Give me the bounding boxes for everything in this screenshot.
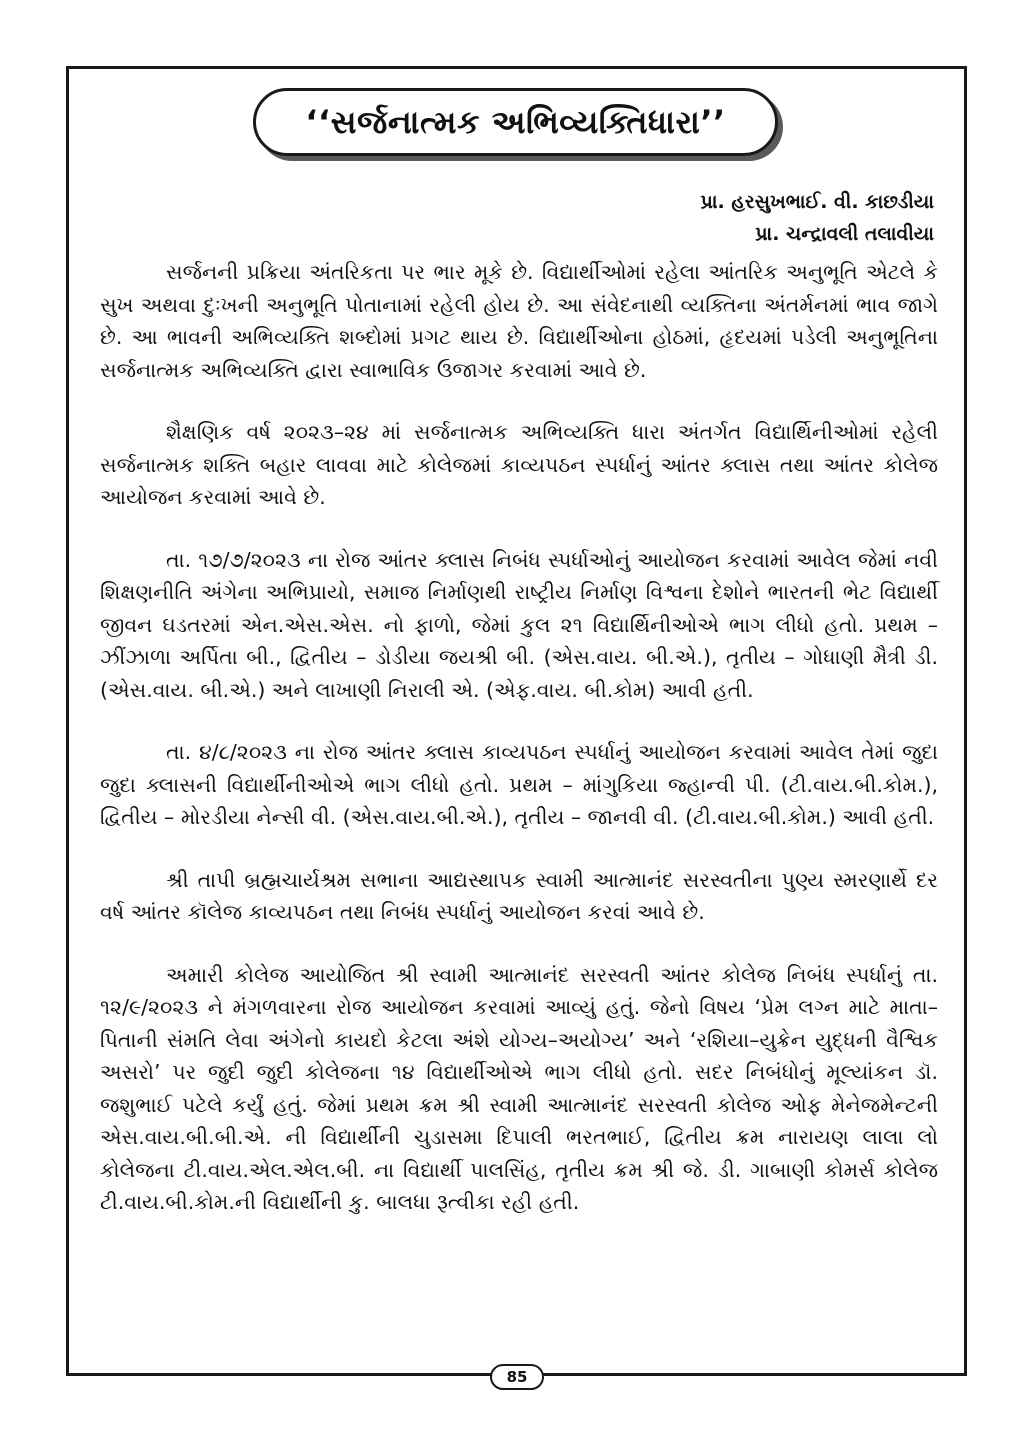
author-name: પ્રા. હરસુખભાઈ. વી. કાછડીયા <box>700 191 934 213</box>
article-body <box>100 256 938 1249</box>
title-banner <box>253 88 778 156</box>
paragraph: શ્રી તાપી બ્રહ્મચાર્યશ્રમ સભાના આદ્યસ્થાપક સ્વામી આત્માનંદ સરસ્વતીના પુણ્ય સ્મરણાર્થે દર વર્ષ આંતર કૉલેજ કાવ્યપઠન તથા નિબંધ સ્પર્ધાનું આયોજન કરવાં આવે છે. <box>100 867 938 924</box>
paragraph: સર્જનની પ્રક્રિયા અંતરિકતા પર ભાર મૂકે છે. વિદ્યાર્થીઓમાં રહેલા આંતરિક અનુભૂતિ એટલે કે સુખ અથવા દુઃખની અનુભૂતિ પોતાનામાં રહેલી હોય છે. આ સંવેદનાથી વ્યક્તિના અંતર્મનમાં ભાવ જાગે છે. આ ભાવની અભિવ્યક્તિ શબ્દોમાં પ્રગટ થાય છે. વિદ્યાર્થીઓના હોઠમાં, હૃદયમાં પડેલી અનુભૂતિના સર્જનાત્મક અભિવ્યક્તિ દ્વારા સ્વાભાવિક ઉજાગર કરવામાં આવે છે. <box>100 260 938 382</box>
page-number: 85 <box>490 1364 544 1390</box>
author-name: પ્રા. ચન્દ્રાવલી તલાવીયા <box>755 223 934 245</box>
paragraph: અમારી કોલેજ આયોજિત શ્રી સ્વામી આત્માનંદ સરસ્વતી આંતર કોલેજ નિબંધ સ્પર્ધાનું તા. ૧૨/૯/૨૦૨૩ ને મંગળવારના રોજ આયોજન કરવામાં આવ્યું હતું. જેનો વિષય ‘પ્રેમ લગ્ન માટે માતા–પિતાની સંમતિ લેવા અંગેનો કાયદો કેટલા અંશે યોગ્ય–અયોગ્ય’ અને ‘રશિયા–યુક્રેન યુદ્ધની વૈશ્વિક અસરો’ પર જુદી જુદી કોલેજના ૧૪ વિદ્યાર્થીઓએ ભાગ લીધો હતો. સદર નિબંધોનું મૂલ્યાંકન ડૉ. જશુભાઈ પટેલે કર્યું હતું. જેમાં પ્રથમ ક્રમ શ્રી સ્વામી આત્માનંદ સરસ્વતી કોલેજ ઓફ મેનેજમેન્ટની એસ.વાય.બી.બી.એ. ની વિદ્યાર્થીની ચુડાસમા દિપાલી ભરતભાઈ, દ્વિતીય ક્રમ નારાયણ લાલા લો કોલેજના ટી.વાય.એલ.એલ.બી. ના વિદ્યાર્થી પાલસિંહ, તૃતીય ક્રમ શ્રી જે. ડી. ગાબાણી કોમર્સ કોલેજ ટી.વાય.બી.કોમ.ની વિદ્યાર્થીની કુ. બાલધા રૂત્વીકા રહી હતી. <box>100 962 938 1214</box>
page-title: ‘‘સર્જનાત્મક અભિવ્યક્તિધારા’’ <box>305 102 726 141</box>
paragraph: તા. ૪/૮/૨૦૨૩ ના રોજ આંતર ક્લાસ કાવ્યપઠન સ્પર્ધાનું આયોજન કરવામાં આવેલ તેમાં જુદા જુદા ક્લાસની વિદ્યાર્થીનીઓએ ભાગ લીધો હતો. પ્રથમ – માંગુકિયા જ્હાન્વી પી. (ટી.વાય.બી.કોમ.), દ્વિતીય – મોરડીયા નેન્સી વી. (એસ.વાય.બી.એ.), તૃતીય – જાનવી વી. (ટી.વાય.બી.કોમ.) આવી હતી. <box>100 740 938 829</box>
author-block <box>701 186 934 250</box>
paragraph: તા. ૧૭/૭/૨૦૨૩ ના રોજ આંતર ક્લાસ નિબંધ સ્પર્ધાઓનું આયોજન કરવામાં આવેલ જેમાં નવી શિક્ષણનીતિ અંગેના અભિપ્રાયો, સમાજ નિર્માણથી રાષ્ટ્રીય નિર્માણ વિશ્વના દેશોને ભારતની ભેટ વિદ્યાર્થી જીવન ઘડતરમાં એન.એસ.એસ. નો ફાળો, જેમાં કુલ ૨૧ વિદ્યાર્થિનીઓએ ભાગ લીધો હતો. પ્રથમ – ઝીંઝાળા અર્પિતા બી., દ્વિતીય – ડોડીયા જયશ્રી બી. (એસ.વાય. બી.એ.), તૃતીય – ગોધાણી મૈત્રી ડી. (એસ.વાય. બી.એ.) અને લાખાણી નિરાલી એ. (એફ.વાય. બી.કોમ) આવી હતી. <box>100 547 938 702</box>
paragraph: શૈક્ષણિક વર્ષ ૨૦૨૩–૨૪ માં સર્જનાત્મક અભિવ્યક્તિ ધારા અંતર્ગત વિદ્યાર્થિનીઓમાં રહેલી સર્જનાત્મક શક્તિ બહાર લાવવા માટે કોલેજમાં કાવ્યપઠન સ્પર્ધાનું આંતર ક્લાસ તથા આંતર કોલેજ આયોજન કરવામાં આવે છે. <box>100 420 938 509</box>
